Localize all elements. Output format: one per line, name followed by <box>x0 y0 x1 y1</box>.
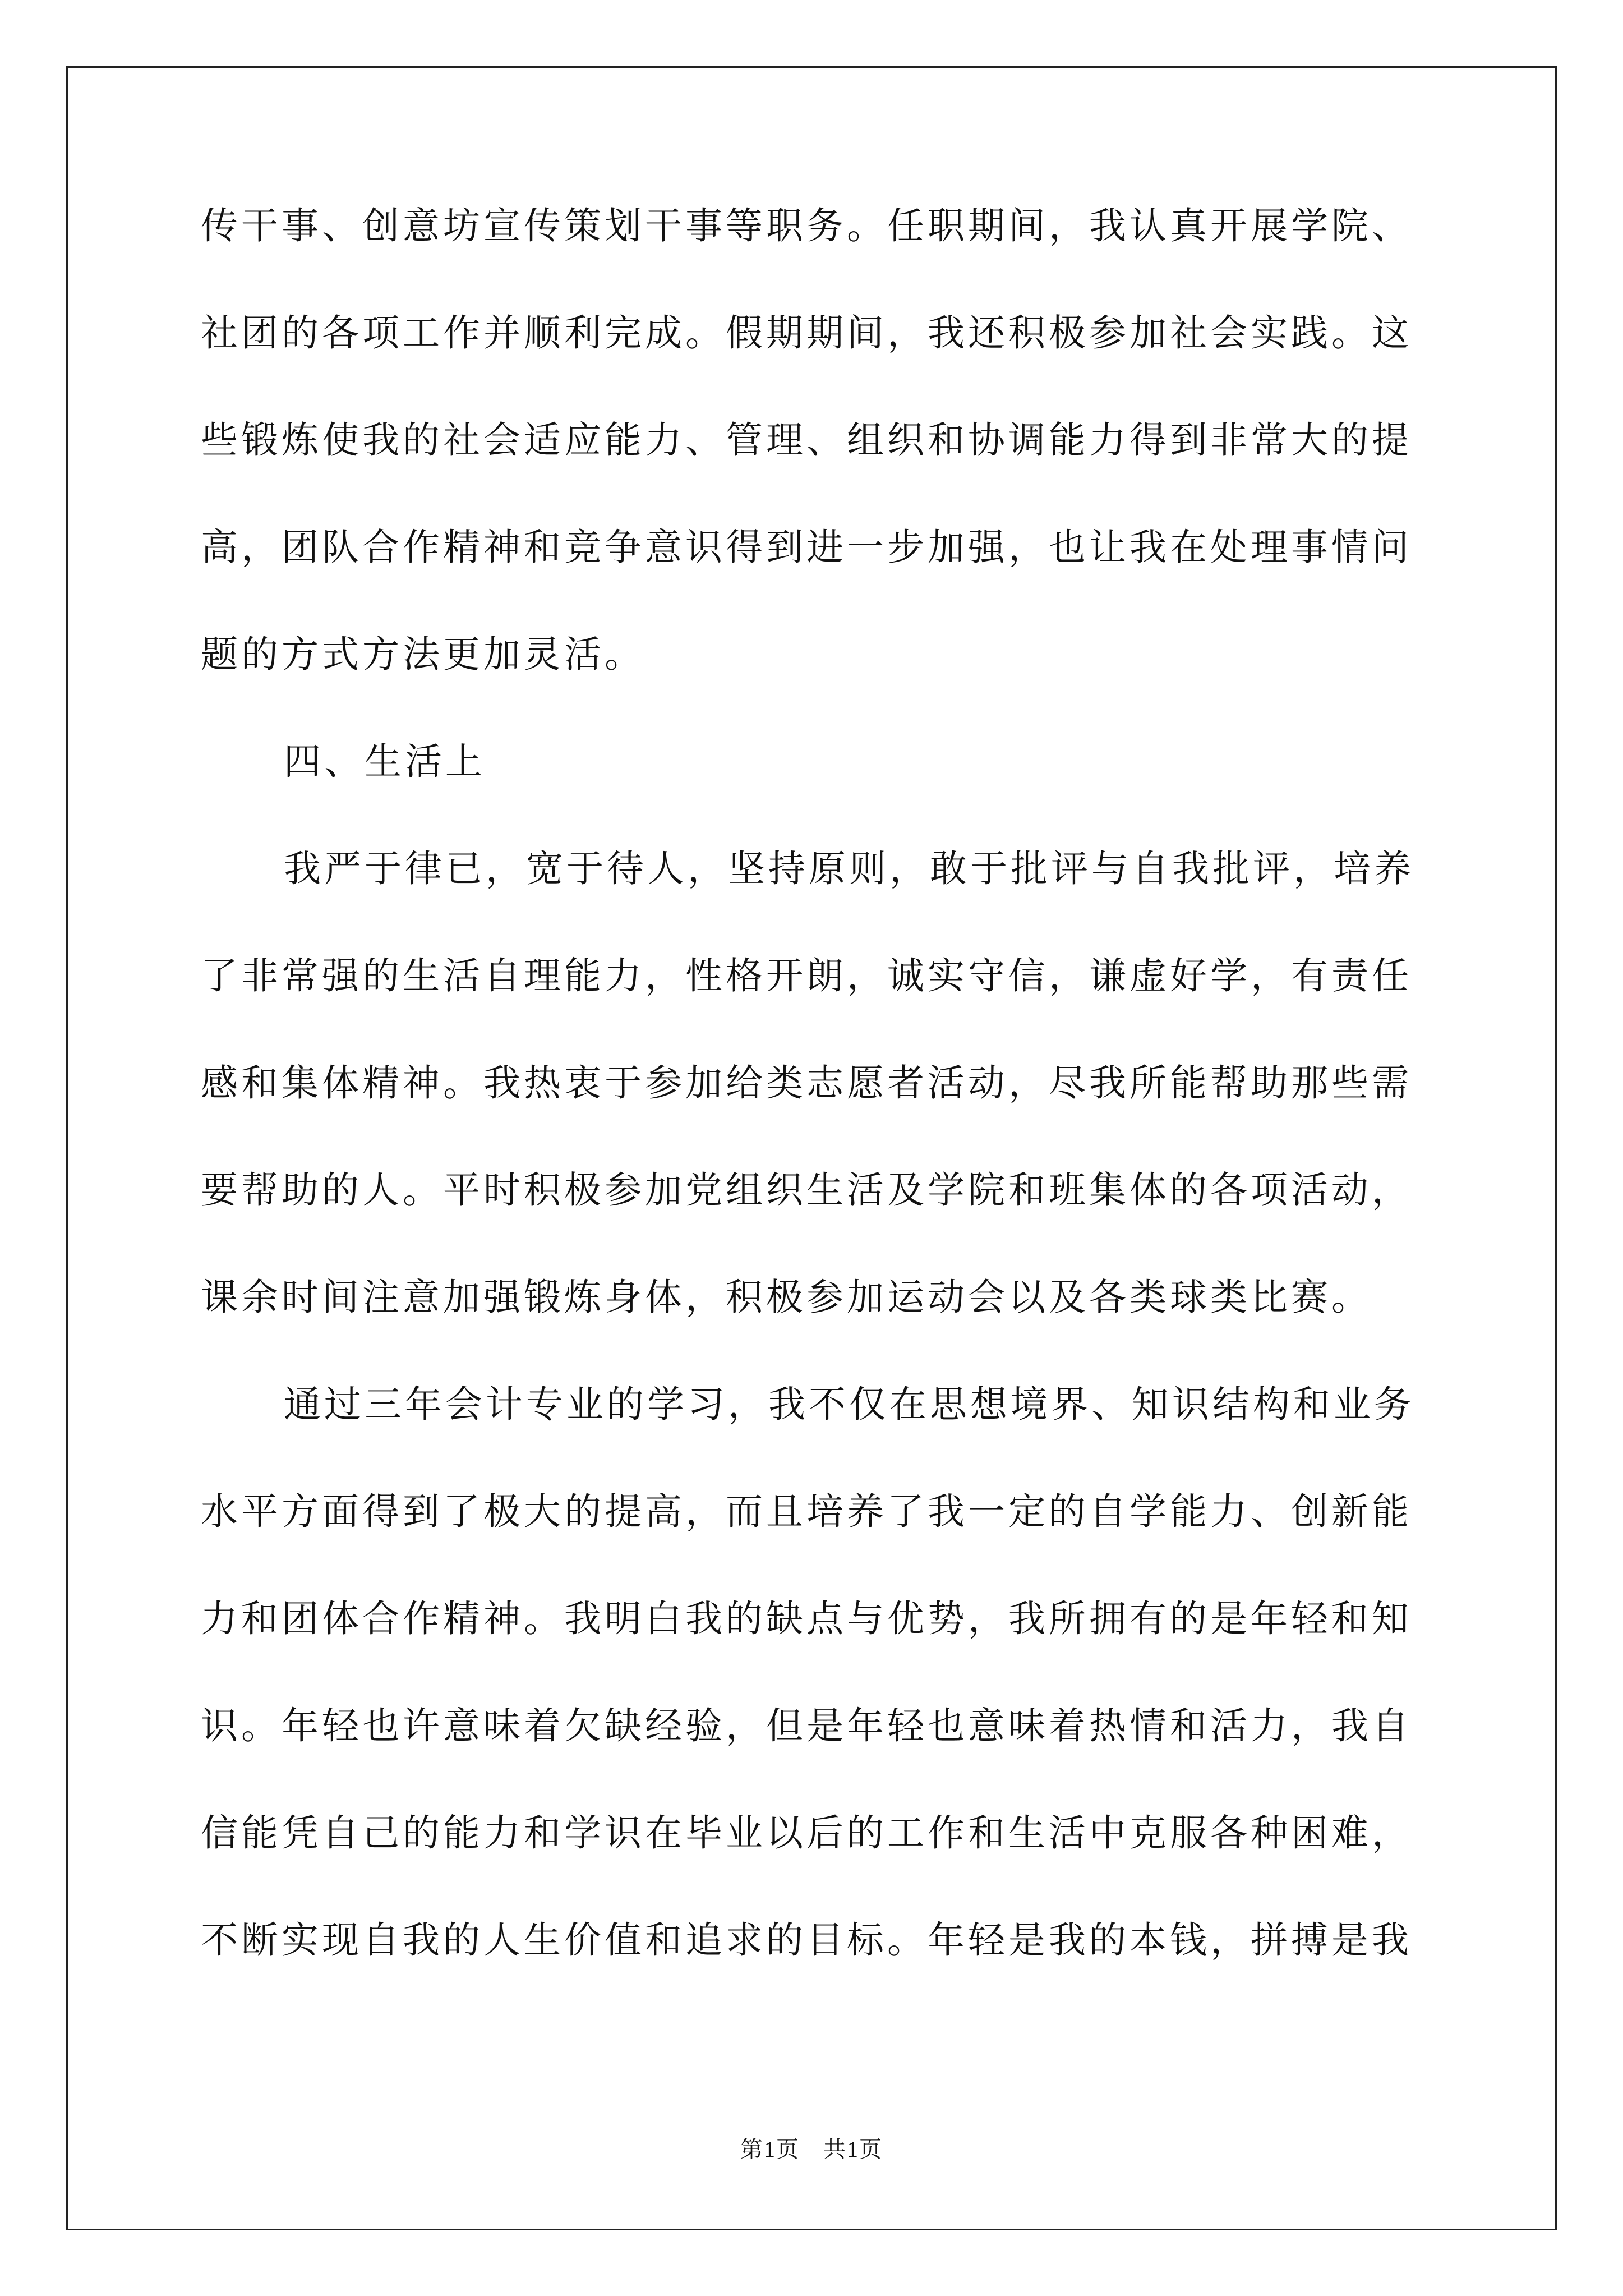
page-footer: 第1页 共1页 <box>740 2137 883 2162</box>
text-line: 感和集体精神。我热衷于参加给类志愿者活动，尽我所能帮助那些需 <box>201 1061 1412 1105</box>
text-line: 了非常强的生活自理能力，性格开朗，诚实守信，谦虚好学，有责任 <box>201 954 1412 997</box>
section-heading: 四、生活上 <box>284 740 486 783</box>
text-line: 高，团队合作精神和竞争意识得到进一步加强，也让我在处理事情问 <box>201 526 1412 569</box>
paragraph-first-line: 通过三年会计专业的学习，我不仅在思想境界、知识结构和业务 <box>284 1383 1414 1426</box>
text-line: 力和团体合作精神。我明白我的缺点与优势，我所拥有的是年轻和知 <box>201 1597 1412 1640</box>
text-line: 不断实现自我的人生价值和追求的目标。年轻是我的本钱，拼搏是我 <box>201 1918 1412 1962</box>
paragraph-first-line: 我严于律已，宽于待人，坚持原则，敢于批评与自我批评，培养 <box>284 847 1414 890</box>
text-line: 些锻炼使我的社会适应能力、管理、组织和协调能力得到非常大的提 <box>201 418 1412 462</box>
text-line: 题的方式方法更加灵活。 <box>201 633 645 676</box>
text-line: 社团的各项工作并顺利完成。假期期间，我还积极参加社会实践。这 <box>201 311 1412 355</box>
text-line: 传干事、创意坊宣传策划干事等职务。任职期间，我认真开展学院、 <box>201 204 1412 247</box>
text-line: 识。年轻也许意味着欠缺经验，但是年轻也意味着热情和活力，我自 <box>201 1704 1412 1747</box>
text-line: 课余时间注意加强锻炼身体，积极参加运动会以及各类球类比赛。 <box>201 1276 1372 1319</box>
text-line: 水平方面得到了极大的提高，而且培养了我一定的自学能力、创新能 <box>201 1490 1412 1533</box>
document-body <box>201 194 1426 2015</box>
text-line: 信能凭自己的能力和学识在毕业以后的工作和生活中克服各种困难， <box>201 1811 1412 1855</box>
text-line: 要帮助的人。平时积极参加党组织生活及学院和班集体的各项活动， <box>201 1168 1412 1212</box>
